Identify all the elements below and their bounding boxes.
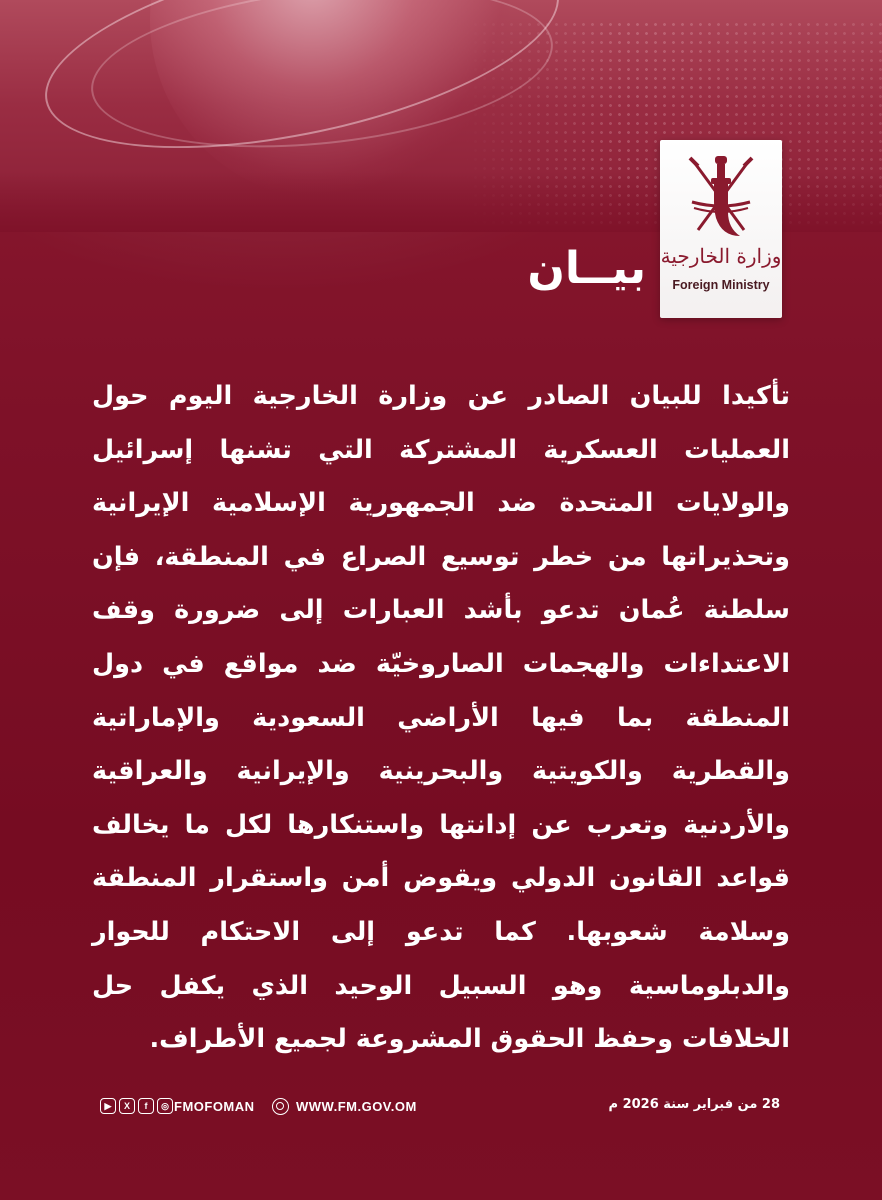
body-line: ضرورة وقف الاعتداءات والهجمات الصاروخيّة ضد مواقع في [92,595,790,679]
statement-date: 28 من فبراير سنة 2026 م [608,1097,780,1112]
body-line: تأكيدا للبيان الصادر عن وزارة الخارجية اليوم حول العمليات [92,381,790,465]
website-link[interactable]: WWW.FM.GOV.OM [296,1099,417,1114]
body-line: يكفل حل الخلافات وحفظ الحقوق المشروعة لجميع الأطراف. [92,970,790,1055]
body-line: العسكرية المشتركة التي تشنها إسرائيل والولايات المتحدة [92,434,790,519]
ministry-name-arabic: وزارة الخارجية [660,244,782,268]
website-icon [272,1098,289,1115]
social-icons [100,1098,173,1116]
body-line: ويقوض أمن واستقرار المنطقة وسلامة شعوبها. كما تدعو [92,863,790,947]
body-line: إلى الاحتكام للحوار والدبلوماسية وهو السبيل الوحيد الذي [92,916,790,1001]
statement-body [92,370,790,1067]
ministry-emblem-card [660,140,782,318]
social-handle[interactable]: FMOFOMAN [174,1099,255,1114]
body-line: والكويتية والبحرينية والإيرانية والعراقية والأردنية وتعرب عن [92,756,790,840]
instagram-icon[interactable]: ◎ [157,1098,173,1114]
youtube-icon[interactable]: ▶ [100,1098,116,1114]
body-line: ضد الجمهورية الإسلامية الإيرانية وتحذيراتها من خطر توسيع [92,488,790,572]
ministry-name-english: Foreign Ministry [672,278,770,292]
body-line: الصراع في المنطقة، فإن سلطنة عُمان تدعو بأشد العبارات إلى [92,541,790,626]
x-icon[interactable]: X [119,1098,135,1114]
facebook-icon[interactable]: f [138,1098,154,1114]
body-line: إدانتها واستنكارها لكل ما يخالف قواعد القانون الدولي [92,809,790,894]
oman-khanjar-emblem-icon [686,152,756,244]
footer [100,1096,780,1120]
body-line: دول المنطقة بما فيها الأراضي السعودية والإماراتية والقطرية [92,648,790,787]
statement-title: بيــان [527,243,646,294]
